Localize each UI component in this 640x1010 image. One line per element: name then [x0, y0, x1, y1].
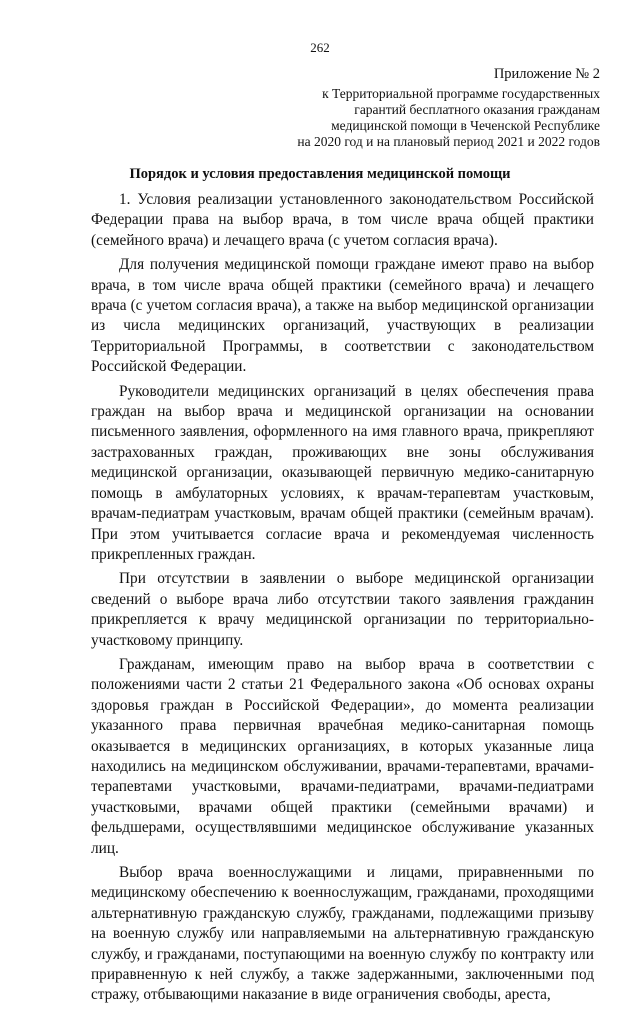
appendix-line: медицинской помощи в Чеченской Республике [331, 118, 600, 133]
appendix-line: гарантий бесплатного оказания гражданам [354, 102, 600, 117]
paragraph: Гражданам, имеющим право на выбор врача в соответствии с положениями части 2 статьи 21 Федерального закона «Об основах охраны здоровья граждан в Российской Федерации», до момента реализации указанного права первичная врачебная медико-санитарная помощь оказывается в медицинских организациях, в которых указанные лица находились на медицинском обслуживании, врачами-терапевтами, врачами-терапевтами участковыми, врачами-педиатрами, врачами-педиатрами участковыми, врачами общей практики (семейными врачами) и фельдшерами, осуществлявшими медицинское обслуживание указанных лиц. [91, 655, 594, 857]
paragraph: 1. Условия реализации установленного законодательством Российской Федерации права на выбор врача, в том числе врача общей практики (семейного врача) и лечащего врача (с учетом согласия врача). [91, 191, 594, 249]
appendix-line: к Территориальной программе государственных [322, 86, 600, 101]
appendix-line: на 2020 год и на плановый период 2021 и 2022 годов [297, 134, 600, 149]
paragraph: Для получения медицинской помощи граждане имеют право на выбор врача, в том числе врача общей практики (семейного врача) и лечащего врача (с учетом согласия врача), а также на выбор медицинской организации из числа медицинских организаций, участвующих в реализации Территориальной Программы, в соответствии с законодательством Российской Федерации. [91, 256, 594, 376]
paragraph: Выбор врача военнослужащими и лицами, приравненными по медицинскому обеспечению к военнослужащим, гражданами, проходящими альтернативную гражданскую службу, гражданами, подлежащими призыву на военную службу или направляемыми на альтернативную гражданскую службу, и гражданами, поступающими на военную службу по контракту или приравненную к ней службу, а также задержанными, заключенными под стражу, отбывающими наказание в виде ограничения свободы, ареста, [91, 864, 594, 1004]
document-title: Порядок и условия предоставления медицинской помощи [129, 166, 511, 182]
paragraph: Руководители медицинских организаций в целях обеспечения права граждан на выбор врача и медицинской организации на основании письменного заявления, оформленного на имя главного врача, прикрепляют застрахованных граждан, проживающих вне зоны обслуживания медицинской организации, оказывающей первичную медико-санитарную помощь в амбулаторных условиях, к врачам-терапевтам участковым, врачам-педиатрам участковым, врачам общей практики (семейным врачам). При этом учитывается согласие врача и рекомендуемая численность прикрепленных граждан. [91, 382, 594, 563]
page-number: 262 [310, 40, 330, 55]
appendix-header [240, 66, 600, 150]
document-body [91, 190, 594, 1010]
appendix-title: Приложение № 2 [493, 66, 600, 82]
paragraph: При отсутствии в заявлении о выборе медицинской организации сведений о выборе врача либо отсутствии такого заявления гражданин прикрепляется к врачу медицинской организации по территориально-участковому принципу. [91, 570, 594, 649]
